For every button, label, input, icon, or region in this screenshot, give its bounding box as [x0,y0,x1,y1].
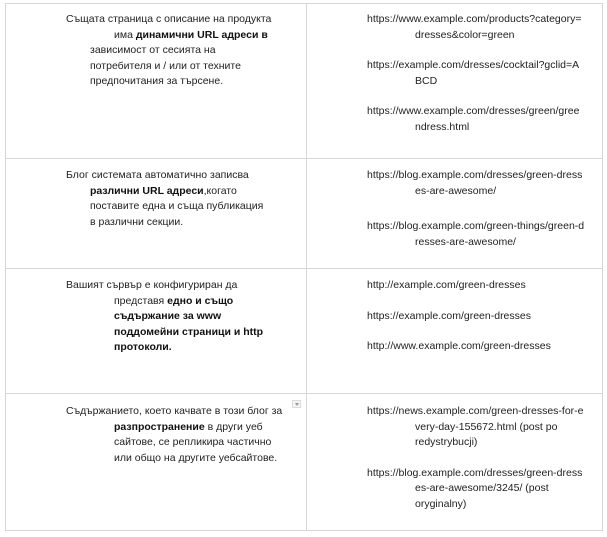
row-description: Съдържанието, което качвате в този блог за разпространение в други уеб сайтове, се репликира частично или общо на другите уебсайтове. [66,405,283,464]
url-example: https://news.example.com/green-dresses-for-e very-day-155672.html (post po redystrybucji) [367,405,584,448]
table-row [6,4,602,159]
url-examples-table [5,3,603,531]
row-description: Блог системата автоматично записва различни URL адреси,когато поставите една и съща публикация в различни секции. [66,169,264,228]
column-divider [306,4,307,158]
table-row [6,269,602,394]
row-description: Вашият сървър е конфигуриран да представя едно и също съдържание за www поддомейни страници и http протоколи. [66,279,264,353]
chevron-down-icon[interactable] [292,400,301,408]
url-example: https://blog.example.com/dresses/green-dress es-are-awesome/ [367,169,583,197]
url-example: https://blog.example.com/green-things/green-d resses-are-awesome/ [367,220,585,248]
column-divider [306,269,307,393]
row-urls [367,168,589,265]
row-description: Същата страница с описание на продукта има динамични URL адреси в зависимост от сесията на потребителя и / или от техните предпочитания за търсене. [66,13,272,87]
column-divider [306,394,307,530]
url-example: https://www.example.com/dresses/green/gree ndress.html [367,105,580,133]
row-urls [367,12,589,150]
highlighted-term: едно и също [167,294,234,307]
highlighted-term: динамични URL адреси [135,28,259,41]
highlighted-term: различни URL адреси [90,184,204,197]
url-example: http://www.example.com/green-dresses [367,340,551,352]
url-example: https://example.com/green-dresses [367,309,531,322]
row-urls [367,404,589,527]
url-example: https://www.example.com/products?category= dresses&color=green [367,13,582,41]
table-row [6,394,602,530]
url-example: http://example.com/green-dresses [367,279,526,291]
table-row [6,159,602,269]
url-example: https://example.com/dresses/cocktail?gclid=A BCD [367,59,580,87]
url-example: https://blog.example.com/dresses/green-dress es-are-awesome/3245/ (post oryginalny) [367,466,583,510]
highlighted-term: разпространение [114,420,205,433]
column-divider [306,159,307,268]
row-urls [367,278,589,370]
